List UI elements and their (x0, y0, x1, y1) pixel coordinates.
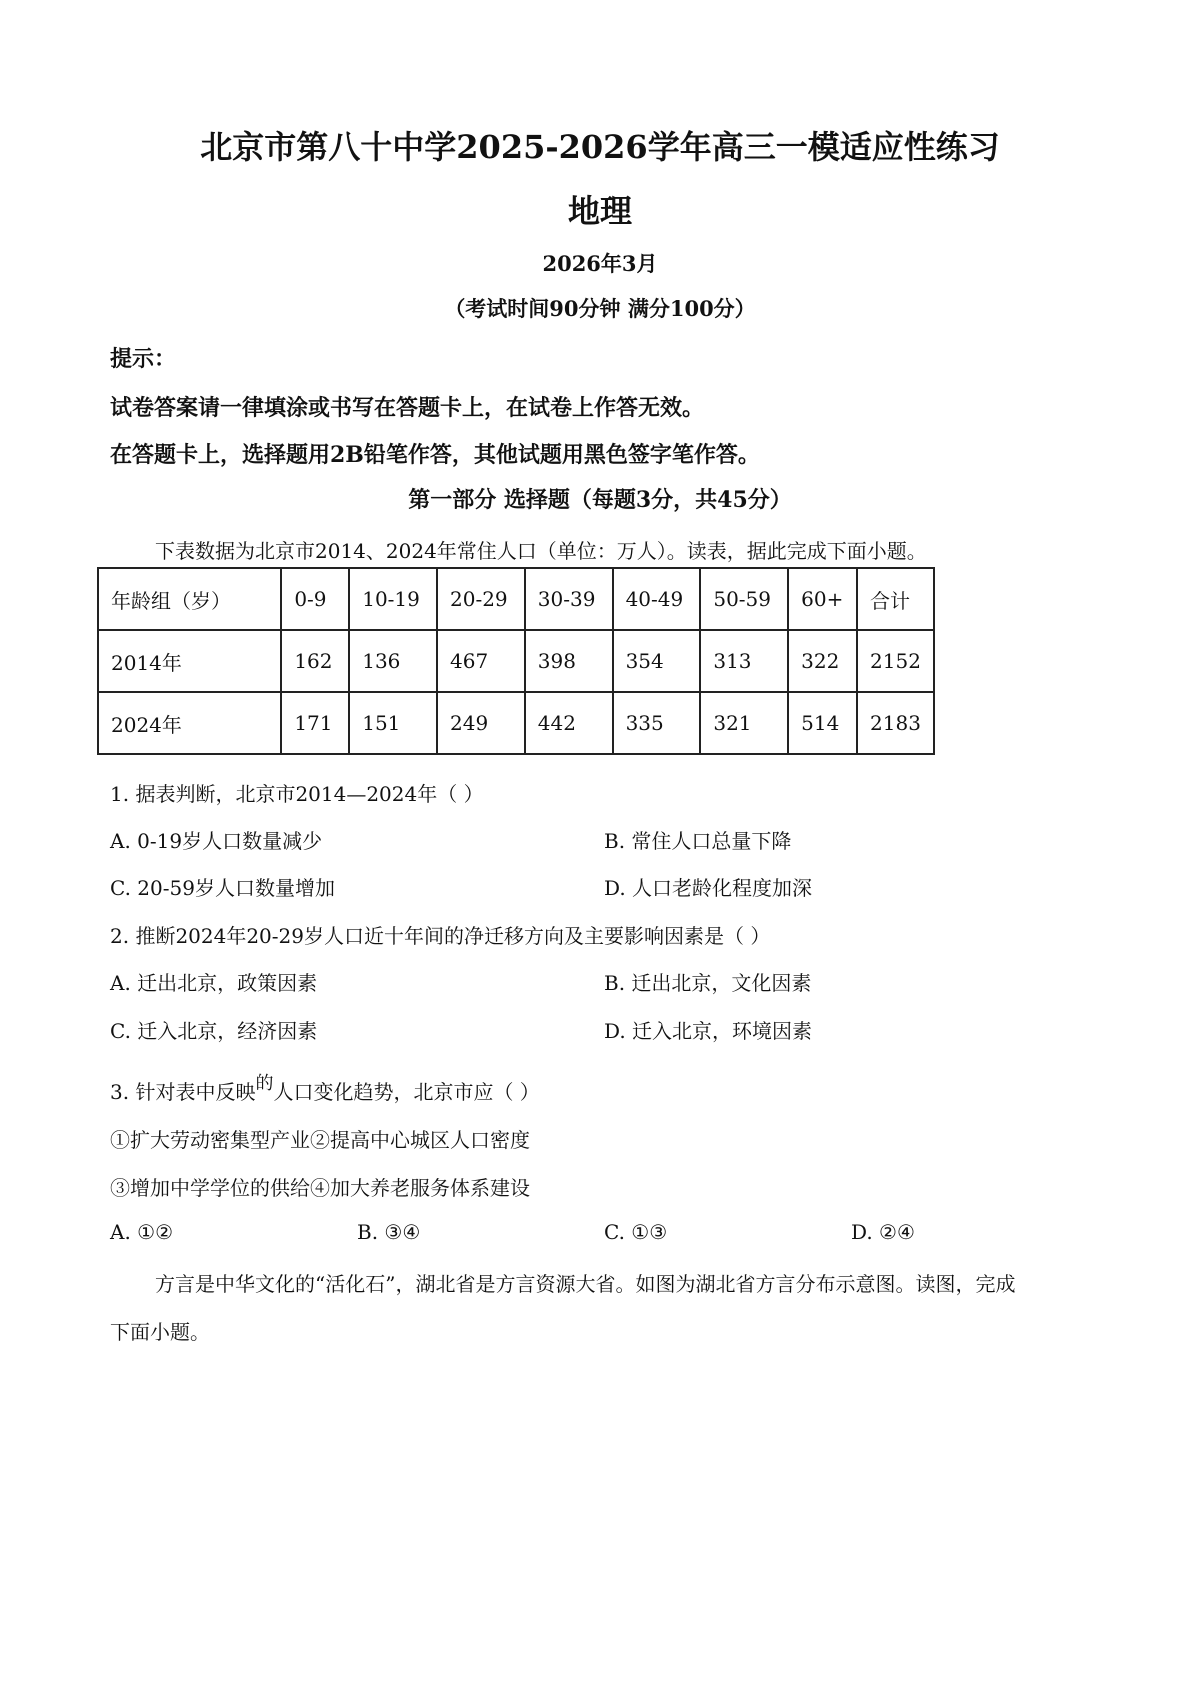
table-cell: 162 (281, 630, 349, 692)
map-intro-line-1: 方言是中华文化的“活化石”，湖北省是方言资源大省。如图为湖北省方言分布示意图。读图，完成 (155, 1272, 1016, 1296)
question-2-option-a: A. 迁出北京，政策因素 (110, 971, 318, 995)
table-cell: 249 (437, 692, 525, 754)
notice-label: 提示： (110, 346, 177, 372)
table-header-cell: 合计 (857, 568, 934, 630)
question-3-stem (110, 1073, 540, 1105)
table-header-cell: 0-9 (281, 568, 349, 630)
map-intro-line-2: 下面小题。 (110, 1320, 210, 1344)
table-cell: 2183 (857, 692, 934, 754)
table-header-cell: 60+ (788, 568, 857, 630)
question-2-option-d: D. 迁入北京，环境因素 (604, 1019, 813, 1043)
table-cell: 313 (700, 630, 788, 692)
question-3-option-c: C. ①③ (604, 1220, 668, 1244)
notice-line-2: 在答题卡上，选择题用2B铅笔作答，其他试题用黑色签字笔作答。 (110, 442, 760, 468)
population-table (97, 567, 935, 755)
question-3-option-b: B. ③④ (357, 1220, 421, 1244)
table-intro: 下表数据为北京市2014、2024年常住人口（单位：万人）。读表，据此完成下面小题。 (155, 539, 927, 563)
question-1-stem: 1. 据表判断，北京市2014—2024年（ ） (110, 782, 484, 806)
table-cell: 335 (613, 692, 701, 754)
question-2-option-b: B. 迁出北京，文化因素 (604, 971, 812, 995)
question-1-option-d: D. 人口老龄化程度加深 (604, 876, 813, 900)
table-header-row (98, 568, 934, 630)
question-3-option-d: D. ②④ (851, 1220, 915, 1244)
table-header-cell: 40-49 (613, 568, 701, 630)
question-3-stem-part1: 3. 针对表中反映 (110, 1080, 256, 1104)
table-row (98, 630, 934, 692)
question-1-option-c: C. 20-59岁人口数量增加 (110, 876, 335, 900)
table-cell: 321 (700, 692, 788, 754)
table-cell: 354 (613, 630, 701, 692)
table-cell: 171 (281, 692, 349, 754)
table-header-cell: 年龄组（岁） (98, 568, 281, 630)
question-3-stem-part2: 人口变化趋势，北京市应（ ） (273, 1080, 540, 1104)
table-cell: 514 (788, 692, 857, 754)
question-3-stem-superscript: 的 (255, 1073, 274, 1094)
question-3-option-a: A. ①② (110, 1220, 174, 1244)
exam-info: （考试时间90分钟 满分100分） (444, 296, 756, 321)
question-3-item-2: ③增加中学学位的供给④加大养老服务体系建设 (110, 1176, 530, 1200)
table-cell: 398 (525, 630, 613, 692)
table-row (98, 692, 934, 754)
table-header-cell: 30-39 (525, 568, 613, 630)
table-header-cell: 10-19 (349, 568, 437, 630)
question-3-item-1: ①扩大劳动密集型产业②提高中心城区人口密度 (110, 1128, 530, 1152)
table-cell: 2014年 (98, 630, 281, 692)
question-2-option-c: C. 迁入北京，经济因素 (110, 1019, 318, 1043)
notice-line-1: 试卷答案请一律填涂或书写在答题卡上，在试卷上作答无效。 (110, 395, 705, 421)
question-1-option-a: A. 0-19岁人口数量减少 (110, 829, 323, 853)
table-cell: 2152 (857, 630, 934, 692)
table-cell: 442 (525, 692, 613, 754)
question-1-option-b: B. 常住人口总量下降 (604, 829, 792, 853)
table-cell: 136 (349, 630, 437, 692)
exam-date: 2026年3月 (542, 251, 658, 276)
question-2-stem: 2. 推断2024年20-29岁人口近十年间的净迁移方向及主要影响因素是（ ） (110, 924, 771, 948)
table-cell: 151 (349, 692, 437, 754)
subject-title: 地理 (567, 192, 632, 230)
table-header-cell: 20-29 (437, 568, 525, 630)
table-header-cell: 50-59 (700, 568, 788, 630)
table-cell: 2024年 (98, 692, 281, 754)
section-title: 第一部分 选择题（每题3分，共45分） (408, 487, 792, 513)
table-cell: 467 (437, 630, 525, 692)
exam-title: 北京市第八十中学2025-2026学年高三一模适应性练习 (200, 128, 1000, 166)
table-cell: 322 (788, 630, 857, 692)
